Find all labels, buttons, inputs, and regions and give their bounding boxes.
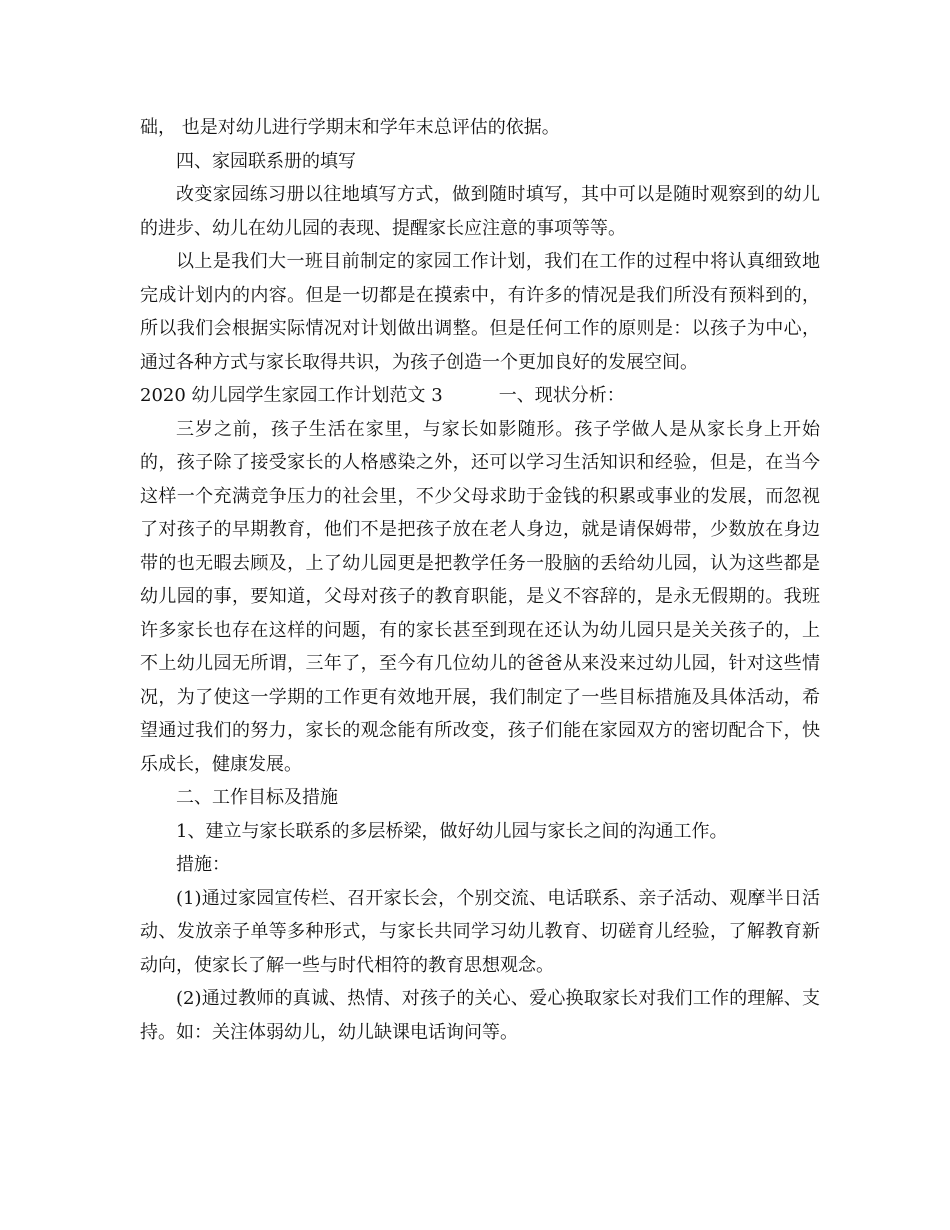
document-page	[140, 111, 820, 1049]
measure-item-1: (1)通过家园宣传栏、召开家长会，个别交流、电话联系、亲子活动、观摩半日活动、发放亲子单等多种形式，与家长共同学习幼儿教育、切磋育儿经验，了解教育新动向，使家长了解一些与时代相符的教育思想观念。	[140, 887, 820, 976]
measure-item-2: (2)通过教师的真诚、热情、对孩子的关心、爱心换取家长对我们工作的理解、支持。如：关注体弱幼儿，幼儿缺课电话询问等。	[140, 988, 820, 1043]
paragraph-status-analysis: 三岁之前，孩子生活在家里，与家长如影随形。孩子学做人是从家长身上开始的，孩子除了接受家长的人格感染之外，还可以学习生活知识和经验，但是，在当今这样一个充满竞争压力的社会里，不少父母求助于金钱的积累或事业的发展，而忽视了对孩子的早期教育，他们不是把孩子放在老人身边，就是请保姆带，少数放在身边带的也无暇去顾及，上了幼儿园更是把教学任务一股脑的丢给幼儿园，认为这些都是幼儿园的事，要知道，父母对孩子的教育职能，是义不容辞的，是永无假期的。我班许多家长也存在这样的问题，有的家长甚至到现在还认为幼儿园只是关关孩子的，上不上幼儿园无所谓，三年了，至今有几位幼儿的爸爸从来没来过幼儿园，针对这些情况，为了使这一学期的工作更有效地开展，我们制定了一些目标措施及具体活动，希望通过我们的努力，家长的观念能有所改变，孩子们能在家园双方的密切配合下，快乐成长，健康发展。	[140, 418, 820, 775]
paragraph-contact-book: 改变家园练习册以往地填写方式，做到随时填写，其中可以是随时观察到的幼儿的进步、幼儿在幼儿园的表现、提醒家长应注意的事项等等。	[140, 184, 820, 239]
document-title: 2020 幼儿园学生家园工作计划范文 3	[140, 385, 443, 406]
measures-label: 措施：	[176, 854, 230, 875]
paragraph-continuation: 础， 也是对幼儿进行学期末和学年末总评估的依据。	[140, 117, 560, 138]
section-heading-contact-book: 四、家园联系册的填写	[176, 150, 356, 172]
paragraph-summary: 以上是我们大一班目前制定的家园工作计划，我们在工作的过程中将认真细致地完成计划内的内容。但是一切都是在摸索中，有许多的情况是我们所没有预料到的，所以我们会根据实际情况对计划做出调整。但是任何工作的原则是：以孩子为中心，通过各种方式与家长取得共识，为孩子创造一个更加良好的发展空间。	[140, 251, 820, 373]
section-heading-status: 一、现状分析：	[498, 385, 625, 406]
section-heading-goals: 二、工作目标及措施	[176, 787, 338, 808]
document-heading-line	[140, 379, 820, 413]
goal-item-1: 1、建立与家长联系的多层桥梁，做好幼儿园与家长之间的沟通工作。	[176, 820, 728, 842]
